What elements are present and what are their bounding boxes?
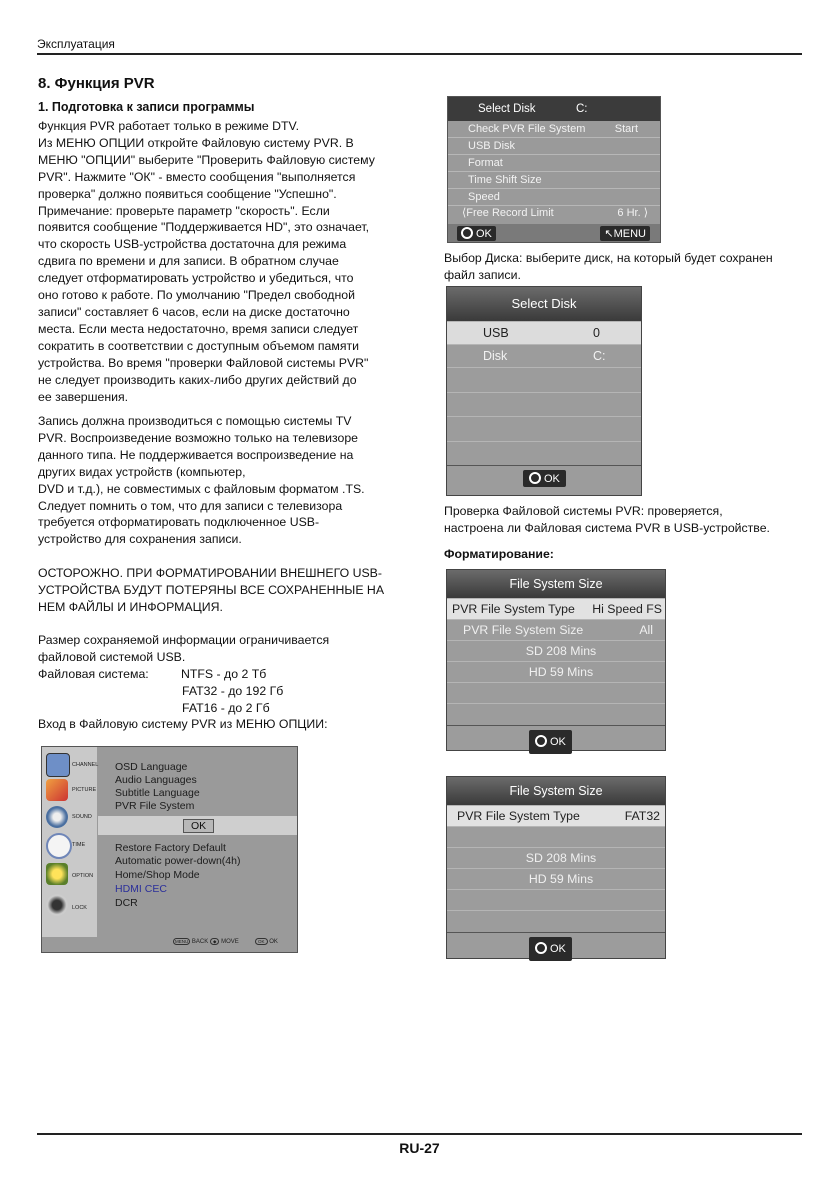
chevron-left-icon[interactable]: ⟨ <box>462 207 467 219</box>
sidebar-label: SOUND <box>72 814 92 820</box>
sidebar-label: TIME <box>72 842 86 848</box>
sidebar-label: LOCK <box>72 905 87 911</box>
empty-row <box>447 682 665 703</box>
ok-button[interactable]: OK <box>529 730 572 754</box>
fs-value: NTFS - до 2 Тб <box>181 667 267 681</box>
caption-select-disk: Выбор Диска: выберите диск, на который будет сохранен файл записи. <box>444 251 773 282</box>
empty-row <box>447 703 665 724</box>
panel-footer <box>447 465 641 488</box>
subsection-title: 1. Подготовка к записи программы <box>38 100 255 114</box>
empty-row <box>447 367 641 390</box>
menu-item-home-shop[interactable]: Home/Shop Mode <box>115 869 200 881</box>
menu-key-icon: MENU <box>175 939 189 944</box>
select-disk-panel <box>446 286 642 496</box>
select-disk-title: Select Disk <box>447 287 641 321</box>
menu-item-format[interactable]: Format <box>448 155 660 172</box>
fs-type-value: FAT32 <box>624 809 660 823</box>
menu-item-auto-power-down[interactable]: Automatic power-down(4h) <box>115 855 241 867</box>
return-icon: ↖ <box>604 228 614 240</box>
select-disk-row[interactable] <box>448 97 660 121</box>
menu-item-pvr-file-system[interactable]: PVR File System <box>115 800 195 812</box>
body-paragraph-5 <box>38 716 403 733</box>
paragraph-text: Вход в Файловую систему PVR из МЕНЮ ОПЦИИ: <box>38 717 328 731</box>
file-system-list <box>38 666 283 717</box>
limit-value: 6 Hr. <box>617 207 641 219</box>
running-header: Эксплуатация <box>37 37 115 51</box>
fs-size-title: File System Size <box>447 570 665 598</box>
hint-bar: MENU BACK ◆ MOVE OK OK <box>175 939 278 945</box>
menu-item-dcr[interactable]: DCR <box>115 897 138 909</box>
page-number: RU-27 <box>399 1140 440 1156</box>
option-star-icon[interactable] <box>46 863 68 885</box>
fs-label: Файловая система: <box>38 667 149 681</box>
menu-item-speed[interactable]: Speed <box>448 189 660 206</box>
ok-button[interactable]: OK <box>457 226 496 241</box>
sidebar-label: PICTURE <box>72 787 97 793</box>
body-paragraph-2 <box>38 413 403 548</box>
body-paragraph-1 <box>38 118 403 405</box>
panel-footer <box>447 932 665 958</box>
option-menu-panel <box>41 746 298 953</box>
select-disk-value: C: <box>576 103 588 115</box>
menu-item-time-shift[interactable]: Time Shift Size <box>448 172 660 189</box>
menu-item-hdmi-cec[interactable]: HDMI CEC <box>115 883 167 895</box>
sound-icon[interactable] <box>46 806 68 828</box>
disk-name: USB <box>483 326 509 340</box>
fs-size-label: PVR File System Size <box>463 623 584 637</box>
disk-row-usb[interactable] <box>447 321 641 344</box>
menu-sidebar <box>42 747 97 937</box>
sidebar-label: CHANNEL <box>72 762 99 768</box>
panel-footer <box>447 725 665 750</box>
move-key-icon: ◆ <box>210 938 219 945</box>
ok-button[interactable]: OK <box>523 470 566 487</box>
fs-size-row[interactable] <box>447 619 665 640</box>
check-pvr-label: Check PVR File System <box>468 123 586 135</box>
picture-icon[interactable] <box>46 779 68 801</box>
sidebar-label: OPTION <box>72 873 94 879</box>
fs-type-label: PVR File System Type <box>457 809 580 823</box>
section-title: 8. Функция PVR <box>38 75 155 92</box>
ok-circle-icon <box>461 227 473 239</box>
check-pvr-value: Start <box>614 123 638 135</box>
empty-row <box>447 416 641 439</box>
disk-value: C: <box>593 349 606 363</box>
body-paragraph-4 <box>38 632 403 666</box>
chevron-right-icon[interactable]: ⟩ <box>643 207 648 219</box>
paragraph-text: Запись должна производиться с помощью системы TV PVR. Воспроизведение возможно только на телевизоре данного типа. Не поддерживается воспроизведение на других видах устройств (компьютер, DVD и т.д.), не совместимых с файловым форматом .TS. Следует помнить о том, что для записи с телевизора требуется отформатировать подключенное USB- устройство для сохранения записи. <box>38 414 365 547</box>
fs-size-panel-1 <box>446 569 666 751</box>
ok-key-icon: OK <box>255 938 268 945</box>
clock-icon[interactable] <box>46 833 72 859</box>
hd-duration: HD 59 Mins <box>447 661 665 682</box>
paragraph-text: Функция PVR работает только в режиме DTV. Из МЕНЮ ОПЦИИ откройте Файловую систему PVR. В МЕНЮ "ОПЦИИ" выберите "Проверить Файловую систему PVR". Нажмите "ОК" - вместо сообщения "выполняется проверка" должно появиться сообщение "Успешно". Примечание: проверьте параметр "скорость". Если появится сообщение "Поддерживается HD", это означает, что скорость USB-устройства достаточна для режима сдвига по времени и для записи. В обратном случае следует отформатировать устройство и убедиться, что оно готово к работе. По умолчанию "Предел свободной записи" составляет 6 часов, если на диске достаточно места. Если места недостаточно, время записи следует сократить в соответствии с доступным объемом памяти устройства. Во время "проверки Файловой системы PVR" не следует производить каких-либо других действий до ее завершения. <box>38 119 375 404</box>
ok-circle-icon <box>535 942 547 954</box>
footer-rule <box>37 1133 802 1135</box>
format-heading: Форматирование: <box>444 547 554 561</box>
disk-value: 0 <box>593 326 600 340</box>
fs-size-title: File System Size <box>447 777 665 805</box>
menu-item-restore-default[interactable]: Restore Factory Default <box>115 842 226 854</box>
channel-icon[interactable] <box>46 753 70 777</box>
disk-row-disk[interactable] <box>447 344 641 367</box>
pvr-menu-footer <box>448 224 660 242</box>
menu-button[interactable]: ↖MENU <box>600 226 650 241</box>
ok-button[interactable]: OK <box>183 819 214 833</box>
empty-row <box>447 392 641 415</box>
ok-bar <box>98 816 297 835</box>
menu-item-osd-language[interactable]: OSD Language <box>115 761 188 773</box>
fs-value: FAT16 - до 2 Гб <box>182 700 270 715</box>
fs-size-panel-2 <box>446 776 666 959</box>
check-pvr-row[interactable] <box>448 121 660 138</box>
sd-duration: SD 208 Mins <box>447 847 665 868</box>
disk-name: Disk <box>483 349 508 363</box>
empty-row <box>447 910 665 931</box>
fs-type-row[interactable] <box>447 805 665 826</box>
sd-duration: SD 208 Mins <box>447 640 665 661</box>
warning-paragraph <box>38 565 403 616</box>
ok-button[interactable]: OK <box>529 937 572 961</box>
paragraph-text: Размер сохраняемой информации ограничивается файловой системой USB. <box>38 633 330 664</box>
header-rule <box>37 53 802 55</box>
fs-type-label: PVR File System Type <box>452 602 575 616</box>
hd-duration: HD 59 Mins <box>447 868 665 889</box>
fs-size-value: All <box>639 623 653 637</box>
fs-type-row[interactable] <box>447 598 665 619</box>
menu-item-subtitle-language[interactable]: Subtitle Language <box>115 787 200 799</box>
lock-icon[interactable] <box>46 894 68 916</box>
empty-row <box>447 826 665 847</box>
fs-value: FAT32 - до 192 Гб <box>182 683 284 698</box>
empty-row <box>447 441 641 464</box>
caption-check-fs: Проверка Файловой системы PVR: проверяется, настроена ли Файловая система PVR в USB-устройстве. <box>444 504 770 535</box>
menu-item-audio-languages[interactable]: Audio Languages <box>115 774 197 786</box>
select-disk-label: Select Disk <box>478 103 536 115</box>
menu-item-usb-disk[interactable]: USB Disk <box>448 138 660 155</box>
pvr-menu-panel <box>447 96 661 243</box>
free-record-limit-row[interactable] <box>448 205 660 222</box>
ok-circle-icon <box>529 472 541 484</box>
fs-type-value: Hi Speed FS <box>592 602 662 616</box>
paragraph-text: ОСТОРОЖНО. ПРИ ФОРМАТИРОВАНИИ ВНЕШНЕГО USB- УСТРОЙСТВА БУДУТ ПОТЕРЯНЫ ВСЕ СОХРАНЕННЫЕ НА НЕМ ФАЙЛЫ И ИНФОРМАЦИЯ. <box>38 566 385 614</box>
empty-row <box>447 889 665 910</box>
ok-circle-icon <box>535 735 547 747</box>
limit-label: Free Record Limit <box>466 207 554 219</box>
